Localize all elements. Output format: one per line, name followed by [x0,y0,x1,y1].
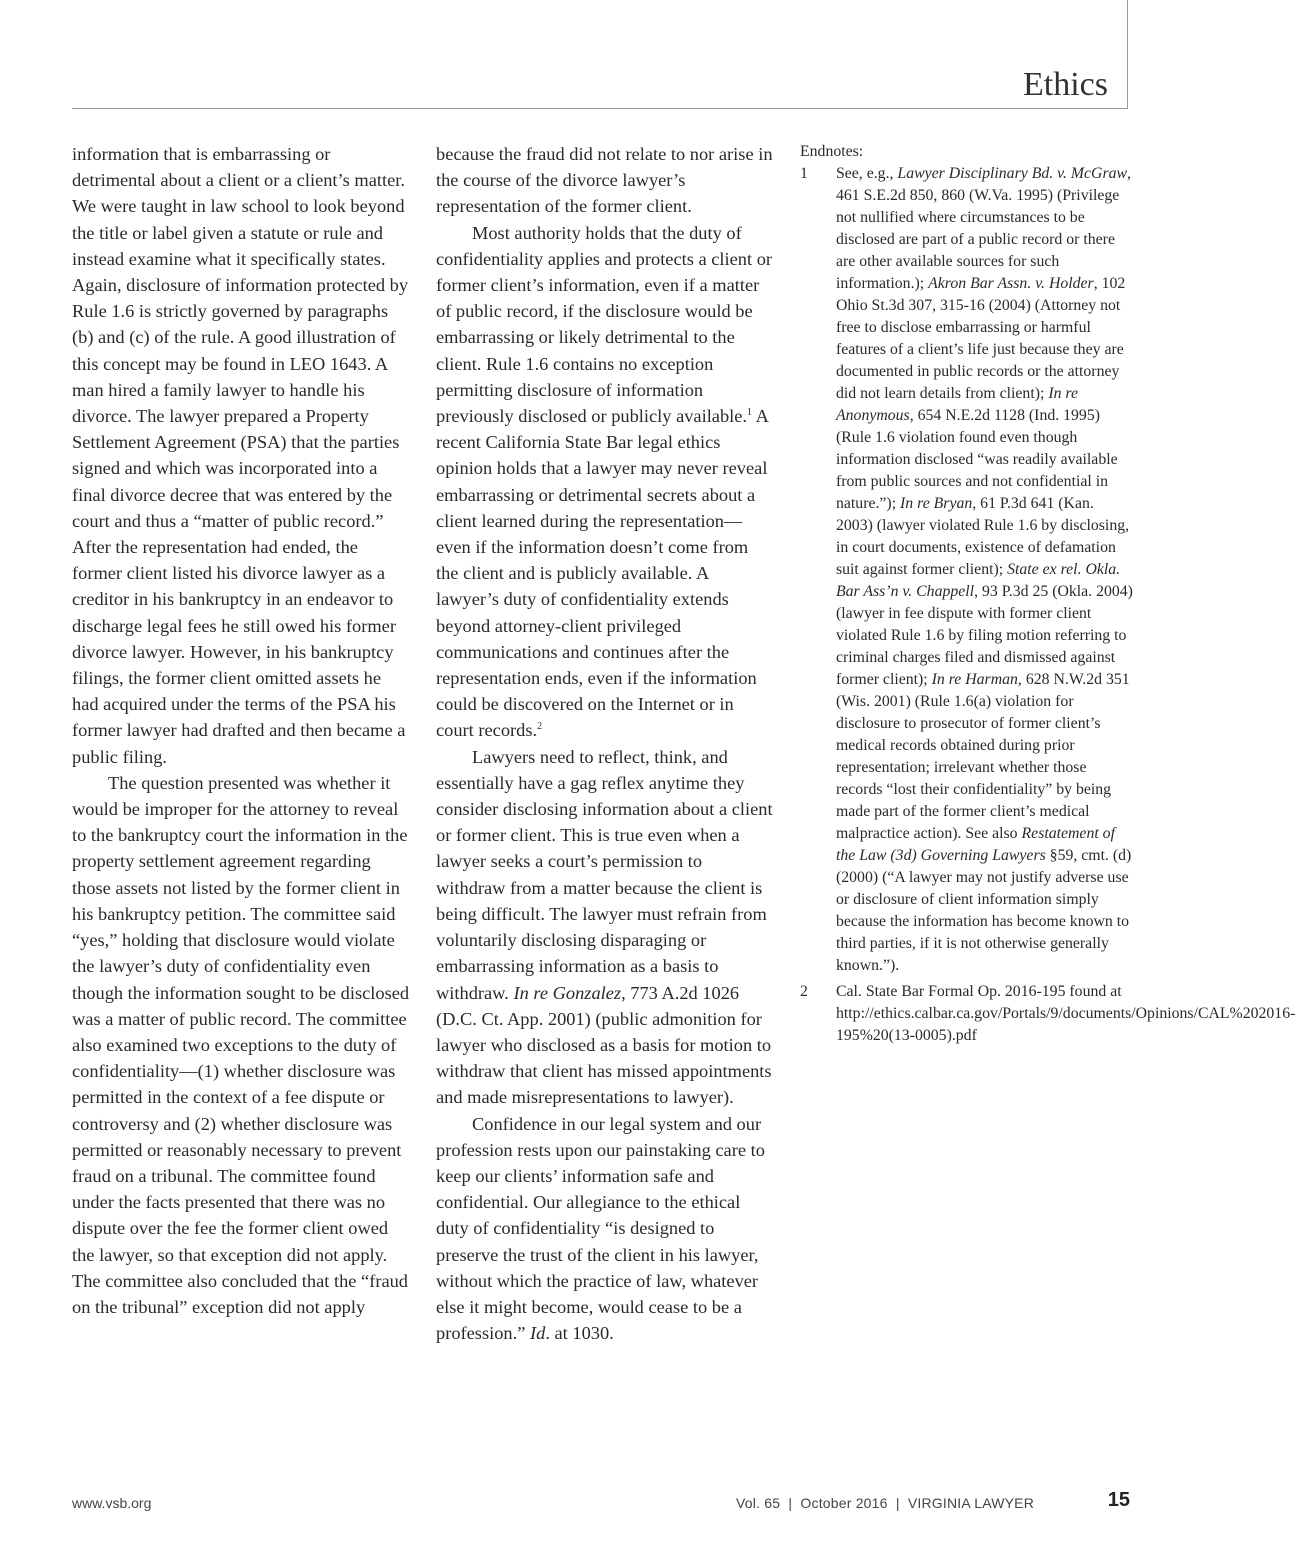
id-citation: Id [529,1323,546,1344]
section-title: Ethics [1023,66,1108,103]
endnote-number: 1 [800,165,808,182]
column-1 [72,141,410,1320]
footer-website: www.vsb.org [72,1495,152,1511]
endnote-text: See, e.g., Lawyer Disciplinary Bd. v. McGraw, 461 S.E.2d 850, 860 (W.Va. 1995) (Privilege not nullified where circumstances to be disclosed are part of a public record or there are other available sources for such information.); Akron Bar Assn. v. Holder, 102 Ohio St.3d 307, 315-16 (2004) (Attorney not free to disclose embarrassing or harmful features of a client’s life just because they are documented in public records or the attorney did not learn details from client); In re Anonymous, 654 N.E.2d 1128 (Ind. 1995) (Rule 1.6 violation found even though information disclosed “was readily available from public sources and not confidential in nature.”); In re Bryan, 61 P.3d 641 (Kan. 2003) (lawyer violated Rule 1.6 by disclosing, in court documents, existence of defamation suit against former client); State ex rel. Okla. Bar Ass’n v. Chappell, 93 P.3d 25 (Okla. 2004) (lawyer in fee dispute with former client violated Rule 1.6 by filing motion referring to criminal charges filed and dismissed against former client); In re Harman, 628 N.W.2d 351 (Wis. 2001) (Rule 1.6(a) violation for disclosure to prosecutor of former client’s medical records obtained during prior representation; irrelevant whether those records “lost their confidentiality” by being made part of the former client’s medical malpractice action). See also Restatement of the Law (3d) Governing Lawyers §59, cmt. (d)(2000) (“A lawyer may not justify adverse use or disclosure of client information simply because the information has become known to third parties, if it is not otherwise generally known.”). [836,165,1133,974]
header-rule [72,108,1128,109]
endnote-text: Cal. State Bar Formal Op. 2016-195 found at http://ethics.calbar.ca.gov/Portals/9/documents/Opinions/CAL%202016-195%20(13-0005).pdf [836,983,1295,1044]
column-2 [436,141,774,1346]
col1-paragraph-1: information that is embarrassing or detrimental about a client or a client’s matter. We were taught in law school to look beyond the title or label given a statute or rule and instead examine what it specifically states. Again, disclosure of information protected by Rule 1.6 is strictly governed by paragraphs (b) and (c) of the rule. A good illustration of this concept may be found in LEO 1643. A man hired a family lawyer to handle his divorce. The lawyer prepared a Property Settlement Agreement (PSA) that the parties signed and which was incorporated into a final divorce decree that was entered by the court and thus a “matter of public record.” After the representation had ended, the former client listed his divorce lawyer as a creditor in his bankruptcy in an endeavor to discharge legal fees he still owed his former divorce lawyer. However, in his bankruptcy filings, the former client omitted assets he had acquired under the terms of the PSA his former lawyer had drafted and then became a public filing. [72,144,409,767]
endnotes-column [800,141,1295,1047]
endnote-2 [800,981,1295,1047]
col2-paragraph-4: Confidence in our legal system and our profession rests upon our painstaking care to keep our clients’ information safe and confidential. Our allegiance to the ethical duty of confidentiality “is designed to preserve the trust of the client in his lawyer, without which the practice of law, whatever else it might become, would cease to be a profession.” Id. at 1030. [436,1113,765,1344]
col2-paragraph-1: because the fraud did not relate to nor arise in the course of the divorce lawyer’s representation of the former client. [436,144,773,217]
endnote-number: 2 [800,983,808,1000]
endnote-ref-2: 2 [537,721,543,733]
col1-paragraph-2: The question presented was whether it would be improper for the attorney to reveal to the bankruptcy court the information in the property settlement agreement regarding those assets not listed by the former client in his bankruptcy petition. The committee said “yes,” holding that disclosure would violate the lawyer’s duty of confidentiality even though the information sought to be disclosed was a matter of public record. The committee also examined two exceptions to the duty of confidentiality—(1) whether disclosure was permitted in the context of a fee dispute or controversy and (2) whether disclosure was permitted or reasonably necessary to prevent fraud on a tribunal. The committee found under the facts presented that there was no dispute over the fee the former client owed the lawyer, so that exception did not apply. The committee also concluded that the “fraud on the tribunal” exception did not apply [72,772,410,1317]
header-vertical-rule [1127,0,1128,109]
col2-paragraph-3: Lawyers need to reflect, think, and essentially have a gag reflex anytime they consider disclosing information about a client or former client. This is true even when a lawyer seeks a court’s permission to withdraw from a matter because the client is being difficult. The lawyer must refrain from voluntarily disclosing disparaging or embarrassing information as a basis to withdraw. In re Gonzalez, 773 A.2d 1026 (D.C. Ct. App. 2001) (public admonition for lawyer who disclosed as a basis for motion to withdraw that client has missed appointments and made misrepresentations to lawyer). [436,746,773,1108]
col2-paragraph-2: Most authority holds that the duty of confidentiality applies and protects a client or former client’s information, even if a matter of public record, if the disclosure would be embarrassing or likely detrimental to the client. Rule 1.6 contains no exception permitting disclosure of information previously disclosed or publicly available.$^1$ A recent California State Bar legal ethics opinion holds that a lawyer may never reveal embarrassing or detrimental secrets about a client learned during the representation—even if the information doesn’t come from the client and is publicly available. A lawyer’s duty of confidentiality extends beyond attorney-client privileged communications and continues after the representation ends, even if the information could be discovered on the Internet or in court records.$^2$ [436,222,773,741]
endnote-1 [800,163,1134,977]
footer-issue-info: Vol. 65 | October 2016 | VIRGINIA LAWYER [736,1495,1035,1511]
endnote-ref-1: 1 [747,407,753,419]
endnotes-heading: Endnotes: [800,143,864,160]
page-number: 15 [1107,1489,1130,1511]
case-citation: In re Gonzalez [513,982,622,1003]
